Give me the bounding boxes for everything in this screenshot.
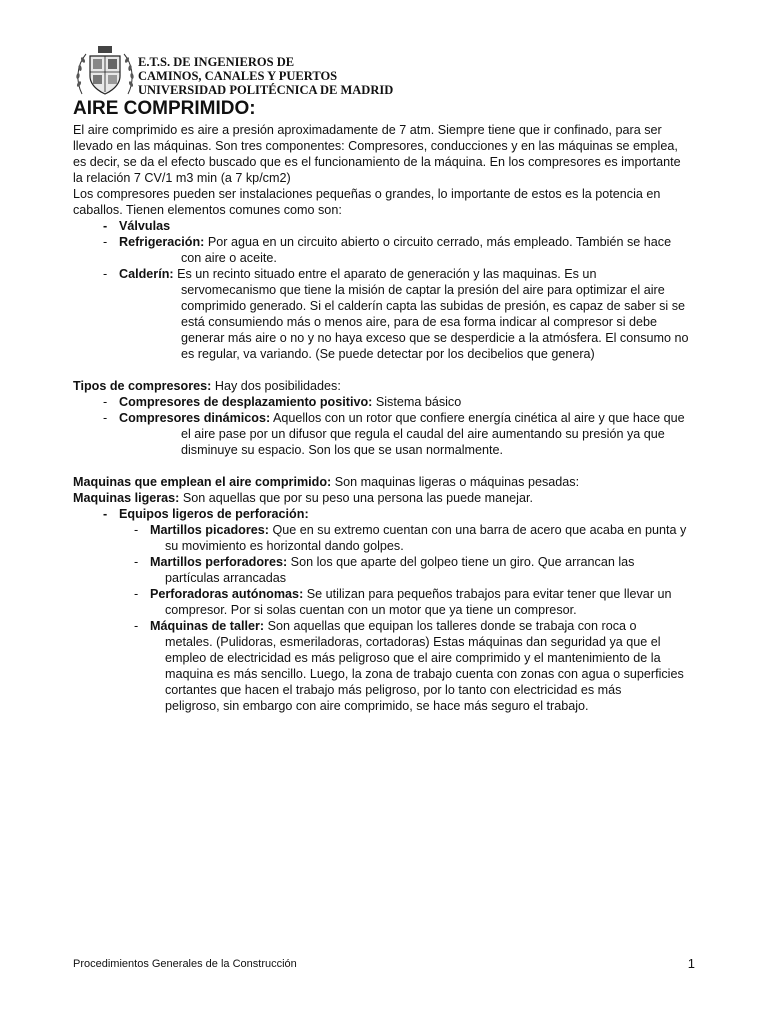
bullet-dash: - (103, 235, 108, 249)
bullet-dash: - (103, 411, 108, 425)
continuation-line: comprimido generado. Si el calderín capta las subidas de presión, es capaz de saber si se (181, 299, 686, 313)
continuation-line: generar más aire o no y no haya exceso que se desperdicie a la atmósfera. El consumo no (181, 331, 689, 345)
page-number: 1 (687, 956, 695, 971)
header-line-1: E.T.S. DE INGENIEROS DE (138, 55, 295, 69)
spacer (73, 458, 703, 474)
definition: Son maquinas ligeras o máquinas pesadas: (331, 475, 580, 489)
definition: Son los que aparte del golpeo tiene un giro. Que arrancan las (287, 555, 635, 569)
light-machines-list (73, 506, 703, 714)
list-item-perforadoras-autonomas (73, 586, 703, 602)
continuation-line: con aire o aceite. (181, 251, 277, 265)
intro-paragraph-2 (73, 186, 703, 218)
continuation-line: cortantes que hacen el trabajo más peligroso, por lo tanto con electricidad es más (165, 683, 622, 697)
bullet-dash: - (134, 619, 139, 633)
header-line-2: CAMINOS, CANALES Y PUERTOS (138, 69, 338, 83)
list-item-calderin (73, 266, 703, 282)
definition: Son aquellas que por su peso una persona las puede manejar. (179, 491, 533, 505)
continuation-line: compresor. Por si solas cuentan con un motor que ya tiene un compresor. (165, 603, 577, 617)
continuation-line: disminuye su espacio. Son los que se usan normalmente. (181, 443, 504, 457)
continuation-line: peligroso, sin embargo con aire comprimido, se hace más seguro el trabajo. (165, 699, 589, 713)
continuation-line: el aire pase por un difusor que regula el caudal del aire aumentando su presión ya que (181, 427, 665, 441)
definition: Hay dos posibilidades: (211, 379, 341, 393)
header-line-3: UNIVERSIDAD POLITÉCNICA DE MADRID (138, 83, 394, 97)
continuation-line: metales. (Pulidoras, esmeriladoras, cortadoras) Estas máquinas dan seguridad ya que el (165, 635, 661, 649)
machines-heading (73, 474, 703, 490)
continuation-line: está consumiendo más o menos aire, para de esa forma indicar al compresor si debe (181, 315, 658, 329)
text-line: caballos. Tienen elementos comunes como son: (73, 203, 342, 217)
list-item-dinamicos (73, 410, 703, 426)
continuation-line: partículas arrancadas (165, 571, 287, 585)
bullet-dash: - (134, 555, 139, 569)
document-header (74, 44, 404, 100)
university-seal-logo (74, 44, 136, 100)
continuation-line: maquina es más sencillo. Luego, la zona de trabajo cuenta con zonas con agua o superficies (165, 667, 684, 681)
definition: Por agua en un circuito abierto o circuito cerrado, más empleado. También se hace (204, 235, 672, 249)
list-item-martillos-perforadores (73, 554, 703, 570)
text-line: es decir, se da el efecto buscado que es el funcionamiento de la máquina. En los compresores es importante (73, 155, 681, 169)
definition: Es un recinto situado entre el aparato de generación y las maquinas. Es un (173, 267, 597, 281)
term: Equipos ligeros de perforación: (119, 507, 309, 521)
bullet-dash: - (103, 267, 108, 281)
continuation-line: servomecanismo que tiene la misión de captar la presión del aire para optimizar el aire (181, 283, 665, 297)
list-item-equipos-perforacion (73, 506, 703, 522)
light-machines-heading (73, 490, 703, 506)
types-heading (73, 378, 703, 394)
term: Máquinas de taller: (150, 619, 265, 633)
list-item-maquinas-taller (73, 618, 703, 634)
intro-paragraph-1 (73, 122, 703, 186)
institution-name (138, 55, 393, 97)
continuation-line: empleo de electricidad es más peligroso que el aire comprimido y el mantenimiento de la (165, 651, 661, 665)
compressor-types-list (73, 394, 703, 458)
bullet-dash: - (134, 587, 139, 601)
compressor-elements-list (73, 218, 703, 362)
continuation-line: es regular, va variando. (Se puede detectar por los decibelios que genera) (181, 347, 595, 361)
definition: Que en su extremo cuentan con una barra de acero que acaba en punta y (268, 523, 687, 537)
spacer (73, 362, 703, 378)
text-line: El aire comprimido es aire a presión aproximadamente de 7 atm. Siempre tiene que ir confinado, para ser (73, 123, 662, 137)
term: Compresores dinámicos: (119, 411, 271, 425)
term: Tipos de compresores: (73, 379, 212, 393)
footer-course-title: Procedimientos Generales de la Construcción (73, 958, 297, 970)
term: Perforadoras autónomas: (150, 587, 304, 601)
document-body (73, 96, 703, 714)
text-line: llevado en las máquinas. Son tres componentes: Compresores, conducciones y en las máquinas se emplea, (73, 139, 678, 153)
term: Maquinas que emplean el aire comprimido: (73, 475, 332, 489)
continuation-line: su movimiento es horizontal dando golpes. (165, 539, 404, 553)
definition: Son aquellas que equipan los talleres donde se trabaja con roca o (264, 619, 637, 633)
definition: Se utilizan para pequeños trabajos para evitar tener que llevar un (303, 587, 672, 601)
term: Calderín: (119, 267, 174, 281)
definition: Aquellos con un rotor que confiere energía cinética al aire y que hace que (270, 411, 685, 425)
text-line: la relación 7 CV/1 m3 min (a 7 kp/cm2) (73, 171, 291, 185)
bullet-dash: - (103, 219, 108, 233)
term: Compresores de desplazamiento positivo: (119, 395, 373, 409)
definition: Sistema básico (372, 395, 462, 409)
document-title: AIRE COMPRIMIDO: (73, 98, 256, 119)
bullet-dash: - (103, 395, 108, 409)
term: Refrigeración: (119, 235, 205, 249)
term: Válvulas (119, 219, 171, 233)
list-item-refrigeracion (73, 234, 703, 250)
bullet-dash: - (103, 507, 108, 521)
list-item-martillos-picadores (73, 522, 703, 538)
text-line: Los compresores pueden ser instalaciones pequeñas o grandes, lo importante de estos es la potencia en (73, 187, 661, 201)
term: Martillos perforadores: (150, 555, 288, 569)
term: Maquinas ligeras: (73, 491, 180, 505)
list-item-desplazamiento (73, 394, 703, 410)
bullet-dash: - (134, 523, 139, 537)
list-item-valvulas (73, 218, 703, 234)
term: Martillos picadores: (150, 523, 269, 537)
